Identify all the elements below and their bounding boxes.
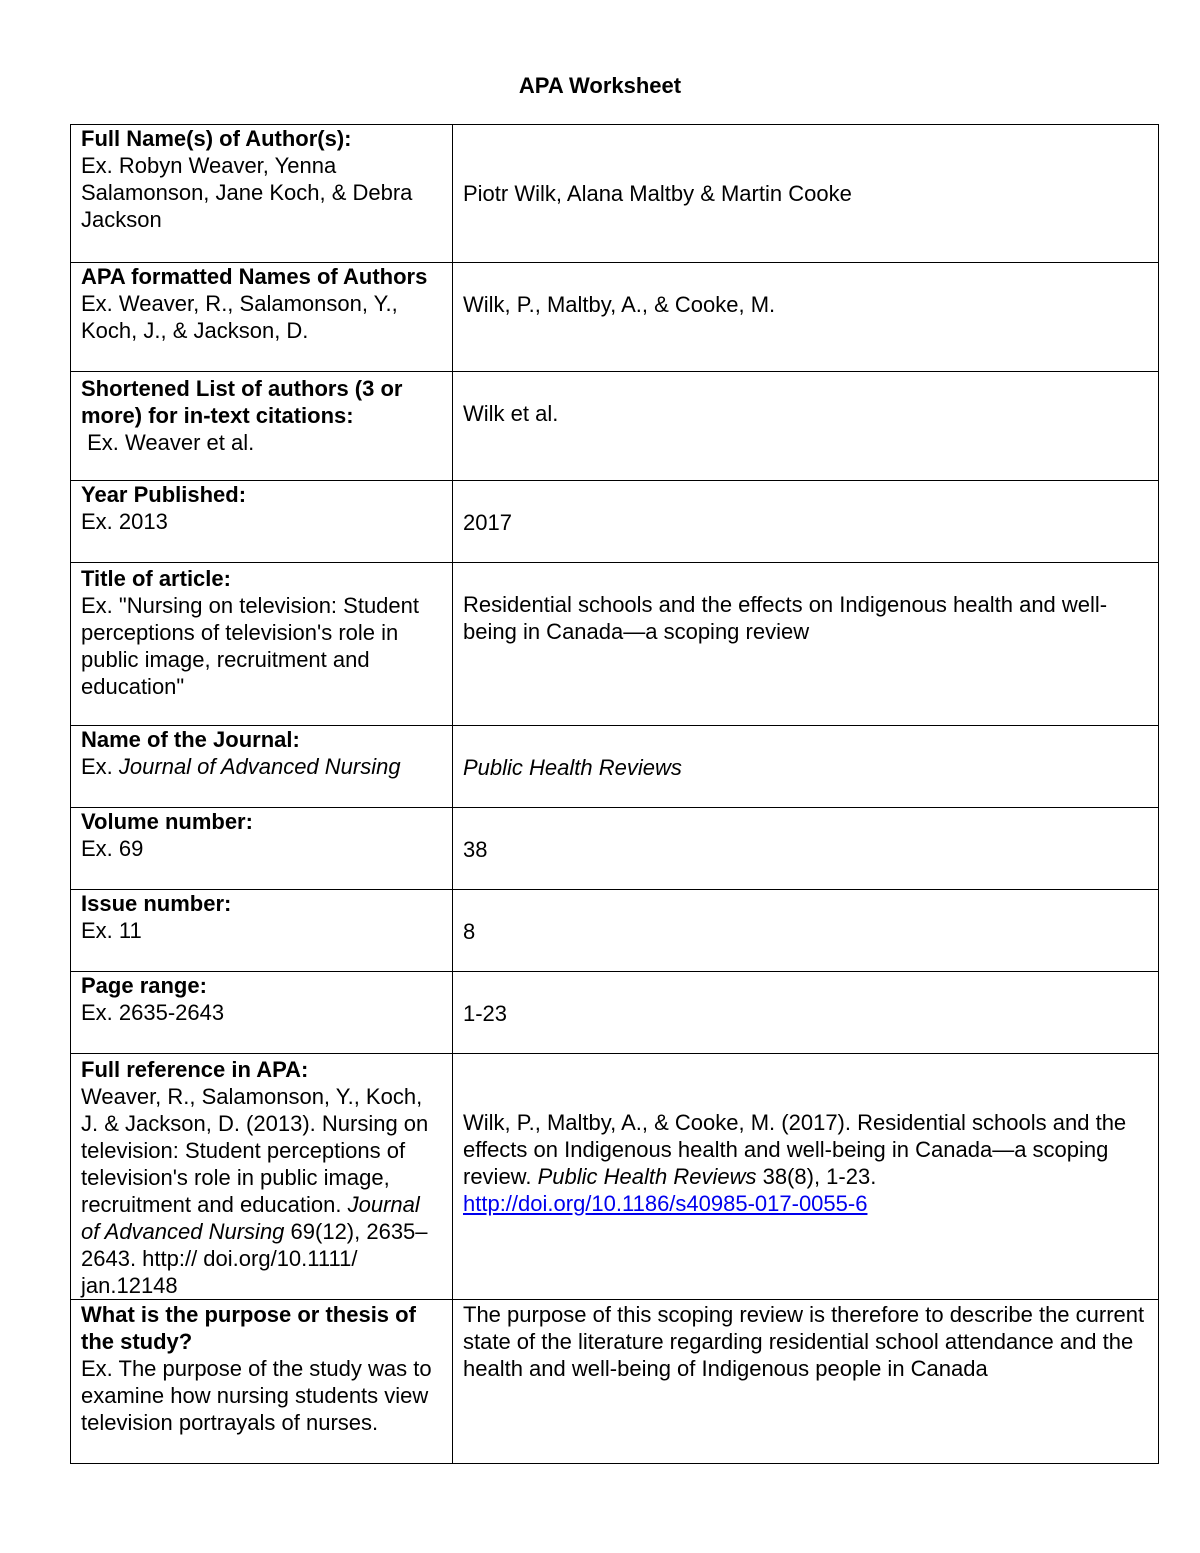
field-example: [81, 753, 442, 780]
answer-reference-details: 38(8), 1-23.: [756, 1164, 877, 1189]
label-cell: [71, 808, 453, 890]
field-answer: Residential schools and the effects on Indigenous health and well-being in Canada—a scoping review: [463, 592, 1108, 644]
answer-cell[interactable]: [453, 808, 1159, 890]
answer-cell[interactable]: [453, 890, 1159, 972]
answer-cell[interactable]: [453, 563, 1159, 726]
label-cell: [71, 1300, 453, 1464]
label-cell: [71, 972, 453, 1054]
answer-cell[interactable]: [453, 125, 1159, 263]
example-reference-details: 69(12), 2635–2643. http:// doi.org/10.1111/ jan.12148: [81, 1219, 428, 1298]
label-cell: [71, 372, 453, 481]
field-label: Issue number:: [81, 891, 232, 916]
field-answer: Wilk, P., Maltby, A., & Cooke, M.: [463, 292, 776, 317]
example-prefix: Ex.: [81, 754, 119, 779]
label-cell: [71, 263, 453, 372]
answer-cell[interactable]: [453, 1300, 1159, 1464]
apa-worksheet-table: [70, 124, 1159, 1464]
field-answer: 8: [463, 919, 476, 944]
field-label: Title of article:: [81, 566, 231, 591]
answer-cell[interactable]: [453, 972, 1159, 1054]
field-label: Full Name(s) of Author(s):: [81, 126, 352, 151]
field-example: Ex. Weaver, R., Salamonson, Y., Koch, J., & Jackson, D.: [81, 291, 398, 343]
table-row: [71, 972, 1159, 1054]
page-title: APA Worksheet: [518, 73, 682, 98]
table-row: [71, 890, 1159, 972]
table-row: [71, 1300, 1159, 1464]
answer-cell[interactable]: [453, 481, 1159, 563]
label-cell: [71, 563, 453, 726]
field-example: Ex. Robyn Weaver, Yenna Salamonson, Jane Koch, & Debra Jackson: [81, 153, 413, 232]
table-row: [71, 481, 1159, 563]
answer-cell[interactable]: [453, 1054, 1159, 1300]
field-example: Ex. 69: [81, 836, 144, 861]
answer-cell[interactable]: [453, 726, 1159, 808]
field-answer: 1-23: [463, 1001, 508, 1026]
field-label: What is the purpose or thesis of the study?: [81, 1302, 416, 1354]
table-row: [71, 563, 1159, 726]
field-example: Ex. The purpose of the study was to examine how nursing students view television portrayals of nurses.: [81, 1356, 432, 1435]
field-answer: 38: [463, 837, 488, 862]
field-label: Full reference in APA:: [81, 1057, 309, 1082]
field-answer: The purpose of this scoping review is therefore to describe the current state of the literature regarding residential school attendance and the health and well-being of Indigenous people in Canada: [463, 1302, 1145, 1381]
field-example: [81, 1083, 442, 1299]
doi-link[interactable]: http://doi.org/10.1186/s40985-017-0055-6: [463, 1191, 868, 1216]
example-journal-title: Journal of Advanced Nursing: [118, 754, 401, 779]
field-label: Page range:: [81, 973, 207, 998]
field-example: Ex. "Nursing on television: Student perceptions of television's role in public image, recruitment and education": [81, 593, 419, 699]
field-answer: [463, 1109, 1148, 1217]
field-example: Ex. 2013: [81, 509, 168, 534]
table-row: [71, 372, 1159, 481]
field-answer: Public Health Reviews: [463, 755, 682, 780]
label-cell: [71, 890, 453, 972]
field-label: APA formatted Names of Authors: [81, 264, 428, 289]
field-example: Ex. Weaver et al.: [81, 430, 255, 455]
field-label: Volume number:: [81, 809, 253, 834]
field-example: Ex. 11: [81, 918, 142, 943]
answer-reference-text: Wilk, P., Maltby, A., & Cooke, M. (2017). Residential schools and the effects on Indigenous health and well-being in Canada—a scoping review.: [463, 1110, 1127, 1189]
example-journal-title: Journal of Advanced Nursing: [81, 1192, 420, 1244]
field-answer: Piotr Wilk, Alana Maltby & Martin Cooke: [463, 181, 852, 206]
table-row: [71, 808, 1159, 890]
table-row: [71, 726, 1159, 808]
label-cell: [71, 726, 453, 808]
answer-cell[interactable]: [453, 372, 1159, 481]
field-label: Shortened List of authors (3 or more) for in-text citations:: [81, 376, 403, 428]
answer-journal-title: Public Health Reviews: [537, 1164, 757, 1189]
label-cell: [71, 125, 453, 263]
field-example: Ex. 2635-2643: [81, 1000, 225, 1025]
field-label: Year Published:: [81, 482, 247, 507]
table-row: [71, 1054, 1159, 1300]
field-answer: Wilk et al.: [463, 401, 559, 426]
table-row: [71, 125, 1159, 263]
answer-cell[interactable]: [453, 263, 1159, 372]
table-row: [71, 263, 1159, 372]
field-label: Name of the Journal:: [81, 727, 300, 752]
field-answer: 2017: [463, 510, 512, 535]
label-cell: [71, 1054, 453, 1300]
label-cell: [71, 481, 453, 563]
example-reference-text: Weaver, R., Salamonson, Y., Koch, J. & Jackson, D. (2013). Nursing on television: Student perceptions of television's role in public image, recruitment and education.: [81, 1084, 429, 1217]
